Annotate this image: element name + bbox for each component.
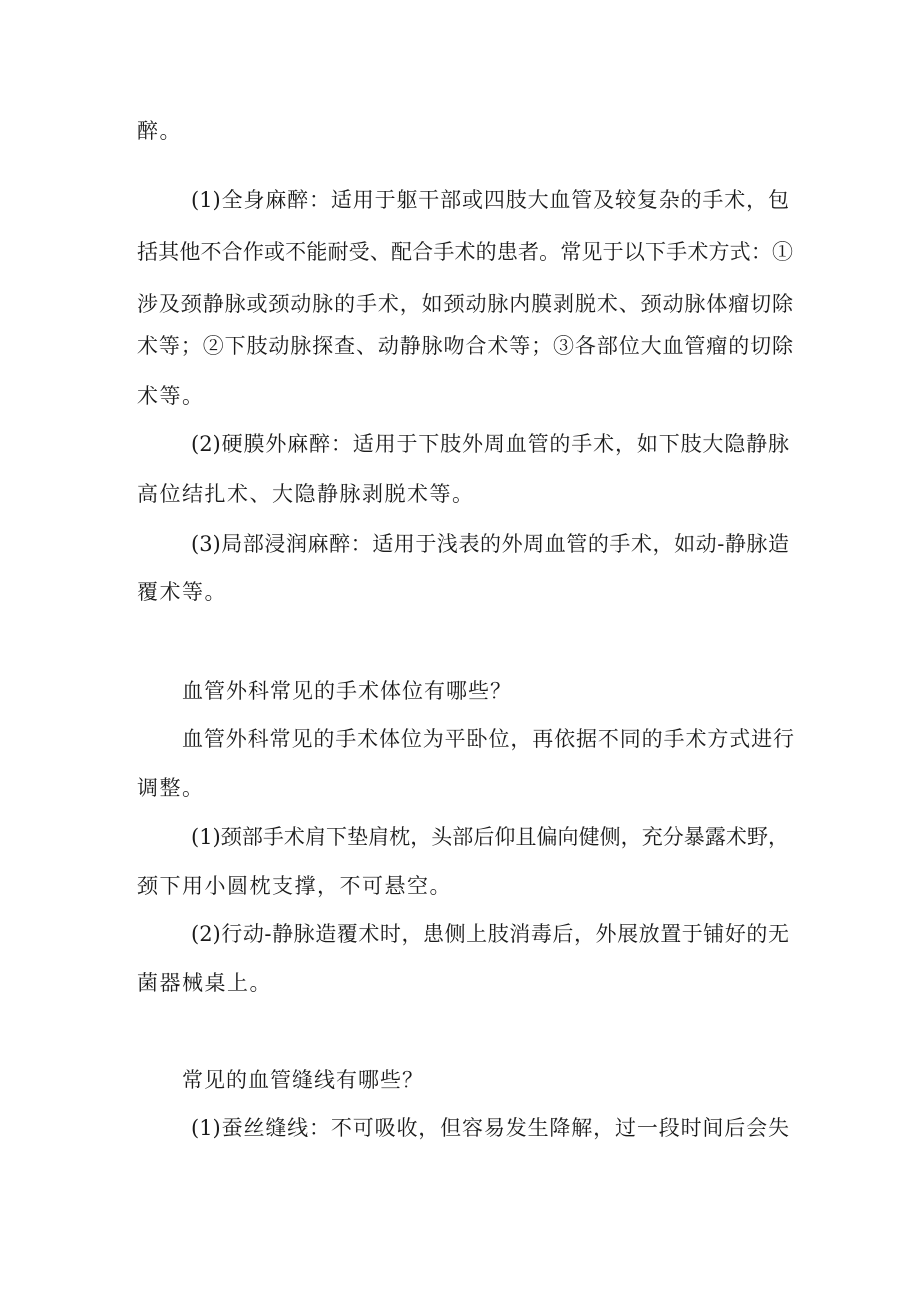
text-line: (1)蚕丝缝线：不可吸收，但容易发生降解，过一段时间后会失 — [191, 1116, 789, 1140]
text-line: 高位结扎术、大隐静脉剥脱术等。 — [137, 482, 475, 506]
text-line: 血管外科常见的手术体位为平卧位，再依据不同的手术方式进行 — [182, 727, 794, 751]
text-line: 菌器械桌上。 — [137, 971, 272, 995]
text-line: 覆术等。 — [137, 580, 227, 604]
section-question: 血管外科常见的手术体位有哪些？ — [182, 679, 512, 703]
text-line: 调整。 — [137, 776, 205, 800]
text-line: 括其他不合作或不能耐受、配合手术的患者。常见于以下手术方式：① — [137, 240, 793, 264]
text-line: (3)局部浸润麻醉：适用于浅表的外周血管的手术，如动-静脉造 — [191, 532, 789, 556]
text-line: (2)硬膜外麻醉：适用于下肢外周血管的手术，如下肢大隐静脉 — [191, 432, 789, 456]
text-line: 涉及颈静脉或颈动脉的手术，如颈动脉内膜剥脱术、颈动脉体瘤切除 — [137, 292, 793, 316]
text-line: (1)颈部手术肩下垫肩枕，头部后仰且偏向健侧，充分暴露术野， — [191, 825, 789, 849]
section-question: 常见的血管缝线有哪些？ — [182, 1068, 424, 1092]
text-line: 醉。 — [137, 119, 182, 143]
text-line: (1)全身麻醉：适用于躯干部或四肢大血管及较复杂的手术，包 — [191, 188, 789, 212]
text-line: 术等；②下肢动脉探查、动静脉吻合术等；③各部位大血管瘤的切除 — [137, 334, 793, 358]
text-line: 颈下用小圆枕支撑，不可悬空。 — [137, 874, 452, 898]
text-line: (2)行动-静脉造覆术时，患侧上肢消毒后，外展放置于铺好的无 — [191, 922, 789, 946]
text-line: 术等。 — [137, 384, 205, 408]
